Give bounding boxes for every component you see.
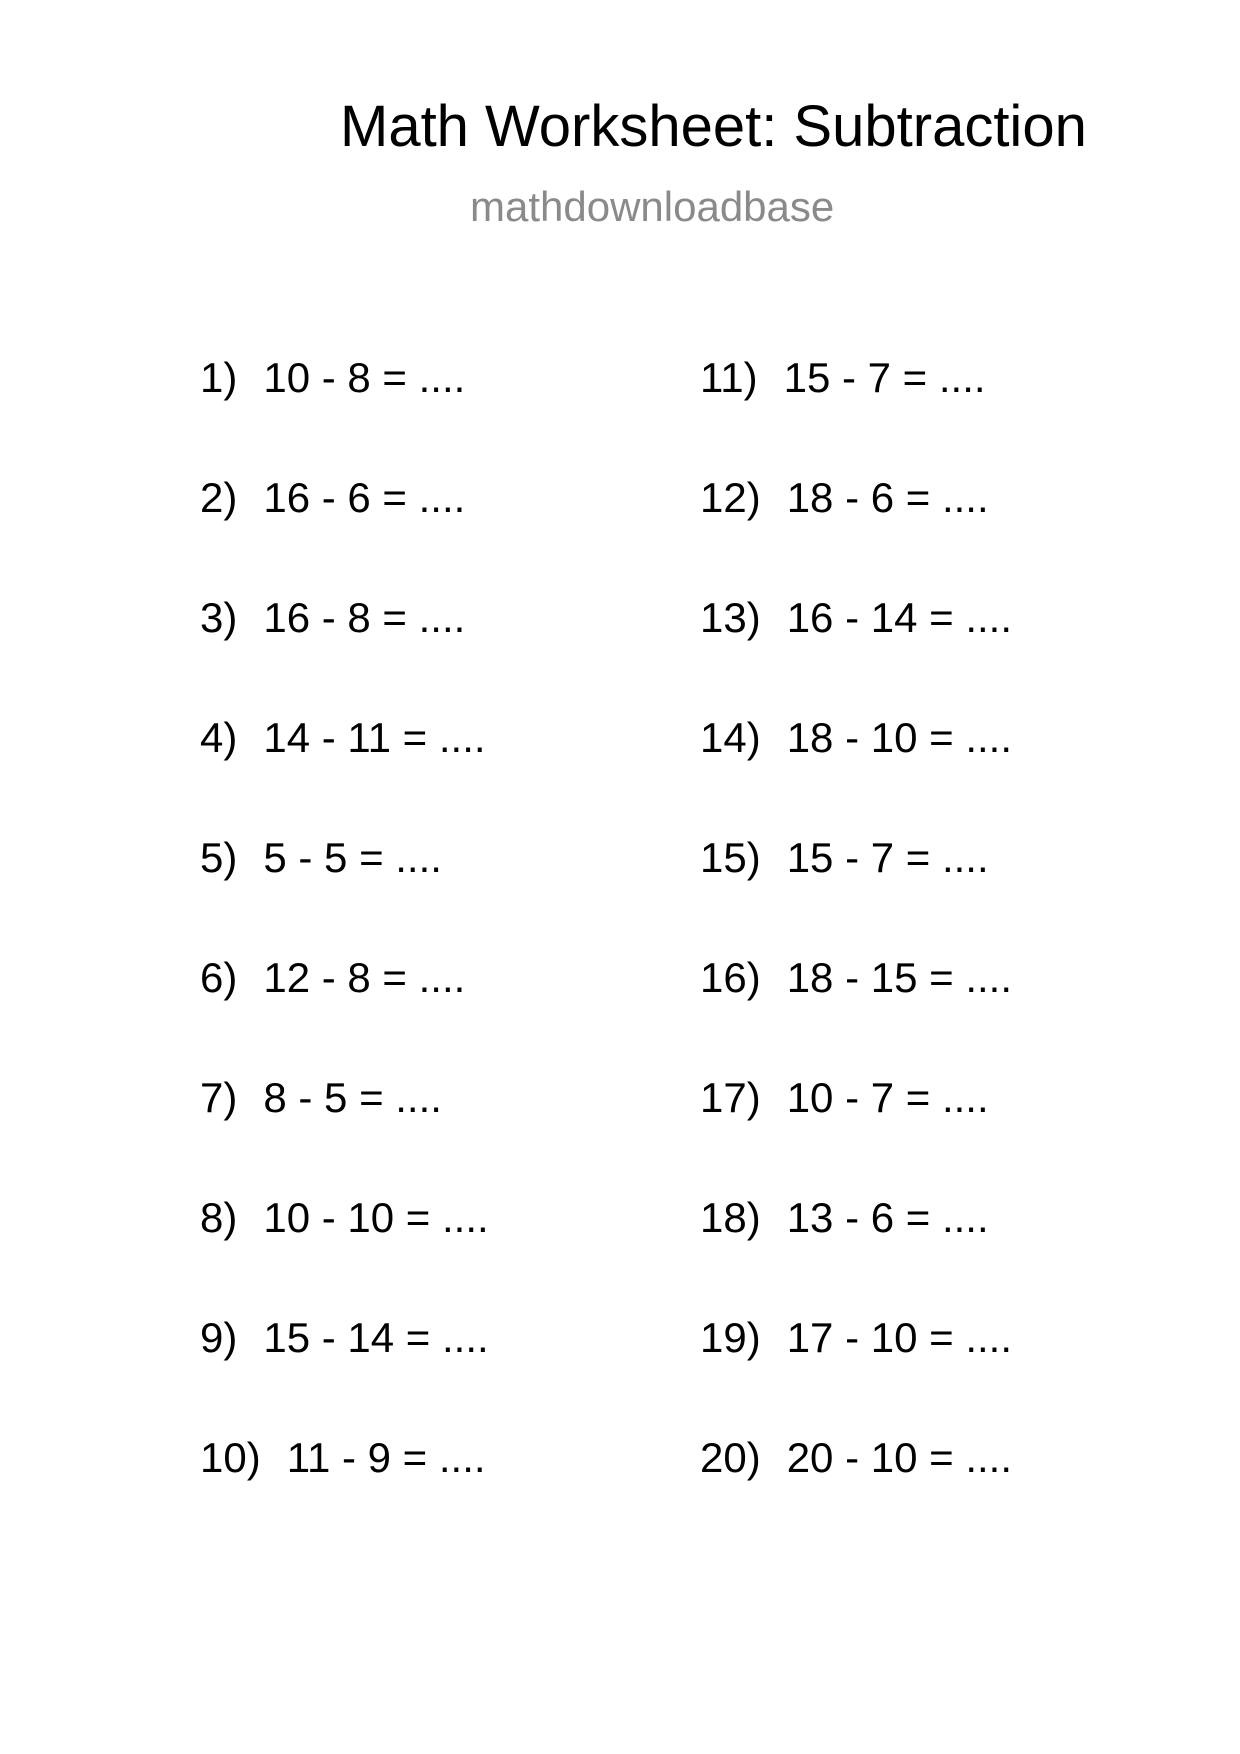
- problem-expression: 18 - 6 = ....: [786, 474, 989, 521]
- problem-17: [700, 1074, 989, 1121]
- problem-2: [200, 474, 466, 521]
- problem-number: 12): [700, 474, 761, 521]
- problem-11: [700, 354, 986, 401]
- problem-number: 7): [200, 1074, 238, 1121]
- problem-expression: 20 - 10 = ....: [786, 1434, 1013, 1481]
- problem-number: 13): [700, 594, 761, 641]
- problem-expression: 5 - 5 = ....: [263, 834, 442, 881]
- problem-number: 19): [700, 1314, 761, 1361]
- problem-expression: 16 - 8 = ....: [263, 594, 466, 641]
- problem-16: [700, 954, 1013, 1001]
- problem-number: 6): [200, 954, 238, 1001]
- problem-number: 1): [200, 354, 238, 401]
- problem-14: [700, 714, 1013, 761]
- problem-12: [700, 474, 989, 521]
- problem-1: [200, 354, 466, 401]
- problem-number: 4): [200, 714, 238, 761]
- problem-expression: 13 - 6 = ....: [786, 1194, 989, 1241]
- problem-10: [200, 1434, 486, 1481]
- problem-4: [200, 714, 486, 761]
- problem-number: 2): [200, 474, 238, 521]
- problem-expression: 8 - 5 = ....: [263, 1074, 442, 1121]
- problem-number: 15): [700, 834, 761, 881]
- problem-number: 14): [700, 714, 761, 761]
- problem-expression: 15 - 7 = ....: [786, 834, 989, 881]
- problem-9: [200, 1314, 489, 1361]
- problem-expression: 16 - 6 = ....: [263, 474, 466, 521]
- page-subtitle: mathdownloadbase: [470, 183, 835, 230]
- problem-number: 5): [200, 834, 238, 881]
- problem-number: 10): [200, 1434, 261, 1481]
- problem-expression: 18 - 15 = ....: [786, 954, 1013, 1001]
- problem-5: [200, 834, 442, 881]
- problem-expression: 11 - 9 = ....: [286, 1434, 486, 1481]
- page-title: Math Worksheet: Subtraction: [340, 94, 1087, 159]
- problem-18: [700, 1194, 989, 1241]
- problem-expression: 10 - 10 = ....: [263, 1194, 489, 1241]
- problem-expression: 15 - 7 = ....: [783, 354, 986, 401]
- problem-number: 8): [200, 1194, 238, 1241]
- problem-expression: 14 - 11 = ....: [263, 714, 486, 761]
- problem-number: 9): [200, 1314, 238, 1361]
- problem-15: [700, 834, 989, 881]
- problem-number: 16): [700, 954, 761, 1001]
- problem-number: 3): [200, 594, 238, 641]
- problem-expression: 15 - 14 = ....: [263, 1314, 489, 1361]
- problem-number: 17): [700, 1074, 761, 1121]
- problem-expression: 17 - 10 = ....: [786, 1314, 1013, 1361]
- problem-expression: 16 - 14 = ....: [786, 594, 1013, 641]
- problem-expression: 18 - 10 = ....: [786, 714, 1013, 761]
- problem-6: [200, 954, 466, 1001]
- problem-19: [700, 1314, 1013, 1361]
- problem-3: [200, 594, 466, 641]
- problem-13: [700, 594, 1013, 641]
- problem-number: 18): [700, 1194, 761, 1241]
- problem-20: [700, 1434, 1013, 1481]
- problem-number: 11): [700, 354, 758, 401]
- problem-number: 20): [700, 1434, 761, 1481]
- problem-expression: 10 - 7 = ....: [786, 1074, 989, 1121]
- problem-8: [200, 1194, 489, 1241]
- problem-7: [200, 1074, 442, 1121]
- problem-expression: 10 - 8 = ....: [263, 354, 466, 401]
- problem-expression: 12 - 8 = ....: [263, 954, 466, 1001]
